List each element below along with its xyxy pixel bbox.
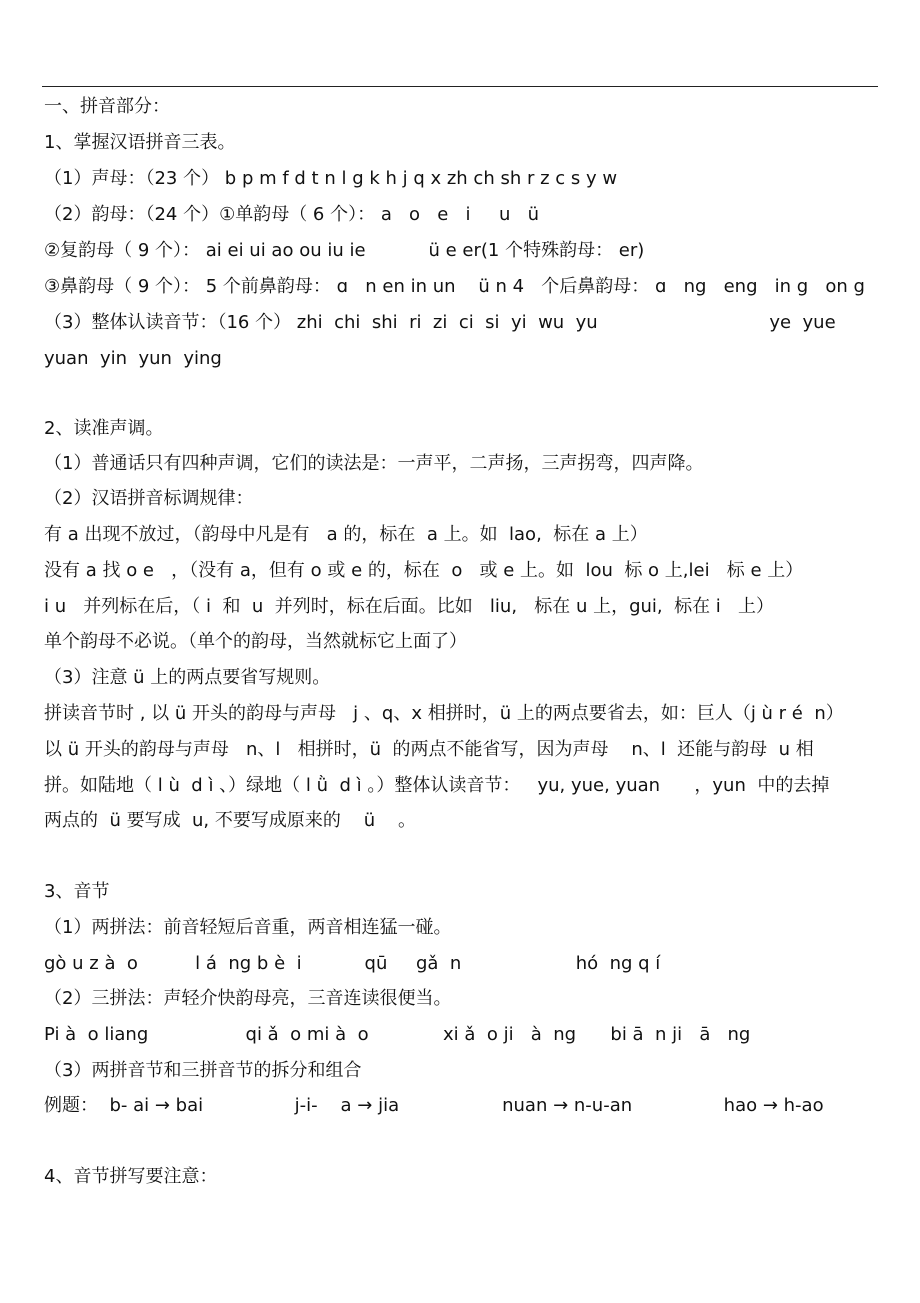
item3-title: 3、音节 xyxy=(44,881,110,902)
syllable-p2: （2）三拼法：声轻介快韵母亮，三音连读很便当。 xyxy=(44,988,452,1009)
yunmu-single-line: （2）韵母：（24 个）①单韵母（ 6 个）： a o e i u ü xyxy=(44,204,540,225)
item1-title: 1、掌握汉语拼音三表。 xyxy=(44,132,236,153)
top-rule xyxy=(42,86,878,87)
yunmu-compound-line: ②复韵母（ 9 个）： ai ei ui ao ou iu ie ü e er(1 个特殊韵母： er) xyxy=(44,240,645,261)
syllable-p1: （1）两拼法：前音轻短后音重，两音相连猛一碰。 xyxy=(44,917,452,938)
syllable-example-3: 例题： b- ai → bai j-i- a → jia nuan → n-u-an hao → h-ao xyxy=(44,1095,824,1116)
tone-rule-2: 没有 a 找 o e ，（没有 a，但有 o 或 e 的，标在 o 或 e 上。如 lou 标 o 上,lei 标 e 上） xyxy=(44,560,804,581)
umlaut-note-1: 拼读音节时 , 以 ü 开头的韵母与声母 j 、q、x 相拼时，ü 上的两点要省去，如：巨人（j ù r é n） xyxy=(44,703,844,724)
syllable-p3: （3）两拼音节和三拼音节的拆分和组合 xyxy=(44,1060,362,1081)
item2-title: 2、读准声调。 xyxy=(44,418,164,439)
syllable-example-2: Pi à o liang qi ǎ o mi à o xi ǎ o ji à ng bi ā n ji ā ng xyxy=(44,1024,751,1045)
section-heading: 一、拼音部分： xyxy=(44,96,170,117)
umlaut-note-2: 以 ü 开头的韵母与声母 n、l 相拼时，ü 的两点不能省写，因为声母 n、l 还能与韵母 u 相 xyxy=(44,739,814,760)
zhengti-line-2: yuan yin yun ying xyxy=(44,348,222,369)
tone-rule-1: 有 a 出现不放过，（韵母中凡是有 a 的，标在 a 上。如 lao, 标在 a 上） xyxy=(44,524,648,545)
tone-p2: （2）汉语拼音标调规律： xyxy=(44,488,254,509)
tone-rule-3: i u 并列标在后，（ i 和 u 并列时，标在后面。比如 liu, 标在 u 上，gui, 标在 i 上） xyxy=(44,596,774,617)
item4-title: 4、音节拼写要注意： xyxy=(44,1166,218,1187)
tone-rule-4: 单个韵母不必说。（单个的韵母，当然就标它上面了） xyxy=(44,631,467,652)
shengmu-line: （1）声母：（23 个） b p m f d t n l g k h j q x zh ch sh r z c s y w xyxy=(44,168,618,189)
syllable-example-1: gò u z à o l á ng b è i qū gǎ n hó ng q í xyxy=(44,953,661,974)
yunmu-nasal-line: ③鼻韵母（ 9 个）： 5 个前鼻韵母： ɑ n en in un ü n 4 个后鼻韵母： ɑ ng eng in g on g xyxy=(44,276,865,297)
tone-p3: （3）注意 ü 上的两点要省写规则。 xyxy=(44,667,331,688)
zhengti-line-1: （3）整体认读音节：（16 个） zhi chi shi ri zi ci si yi wu yu ye yue xyxy=(44,312,836,333)
tone-p1: （1）普通话只有四种声调，它们的读法是：一声平，二声扬，三声拐弯，四声降。 xyxy=(44,453,704,474)
umlaut-note-3: 拼。如陆地（ l ù d ì 、）绿地（ l ǜ d ì 。）整体认读音节： yu, yue, yuan ，yun 中的去掉 xyxy=(44,775,830,796)
umlaut-note-4: 两点的 ü 要写成 u, 不要写成原来的 ü 。 xyxy=(44,810,417,831)
